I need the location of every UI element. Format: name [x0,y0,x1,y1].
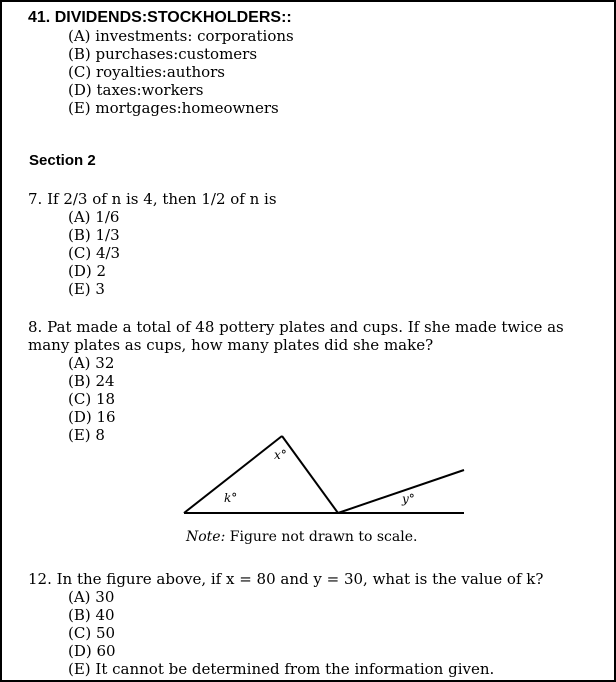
question-41 [28,9,294,117]
note-prefix: Note: [186,529,226,545]
question-7-options [68,208,277,298]
section-title: Section 2 [29,152,96,169]
option-e: (E) It cannot be determined from the information given. [68,660,495,678]
option-b: (B) 40 [68,606,115,624]
option-d: (D) 60 [68,642,116,660]
label-k: k° [224,491,238,505]
option-b: (B) purchases:customers [68,45,258,63]
option-b: (B) 1/3 [68,226,120,244]
figure-note [186,529,417,545]
question-8-stem: 8. Pat made a total of 48 pottery plates and cups. If she made twice as many plates as cups, how many plates did she make? [28,318,564,354]
question-7 [28,190,277,298]
triangle-right-side [282,436,338,513]
option-a: (A) 1/6 [68,208,120,226]
question-12 [28,570,543,678]
question-7-stem: 7. If 2/3 of n is 4, then 1/2 of n is [28,190,277,208]
question-8 [28,318,608,444]
option-d: (D) 16 [68,408,116,426]
option-a: (A) investments: corporations [68,27,294,45]
question-41-stem: 41. DIVIDENDS:STOCKHOLDERS:: [28,9,292,26]
question-12-stem: 12. In the figure above, if x = 80 and y = 30, what is the value of k? [28,570,544,588]
option-d: (D) 2 [68,262,107,280]
option-e: (E) mortgages:homeowners [68,99,279,117]
option-e: (E) 8 [68,426,105,444]
question-41-options [68,27,294,117]
option-a: (A) 32 [68,354,115,372]
option-c: (C) 4/3 [68,244,121,262]
note-text: Figure not drawn to scale. [225,529,418,545]
option-b: (B) 24 [68,372,115,390]
ray-line [338,470,464,513]
option-d: (D) taxes:workers [68,81,204,99]
geometry-figure [162,427,482,537]
option-c: (C) 18 [68,390,116,408]
option-a: (A) 30 [68,588,115,606]
label-x: x° [274,448,287,462]
question-12-options [68,588,543,678]
option-c: (C) 50 [68,624,116,642]
label-y: y° [402,492,415,506]
option-c: (C) royalties:authors [68,63,226,81]
option-e: (E) 3 [68,280,105,298]
